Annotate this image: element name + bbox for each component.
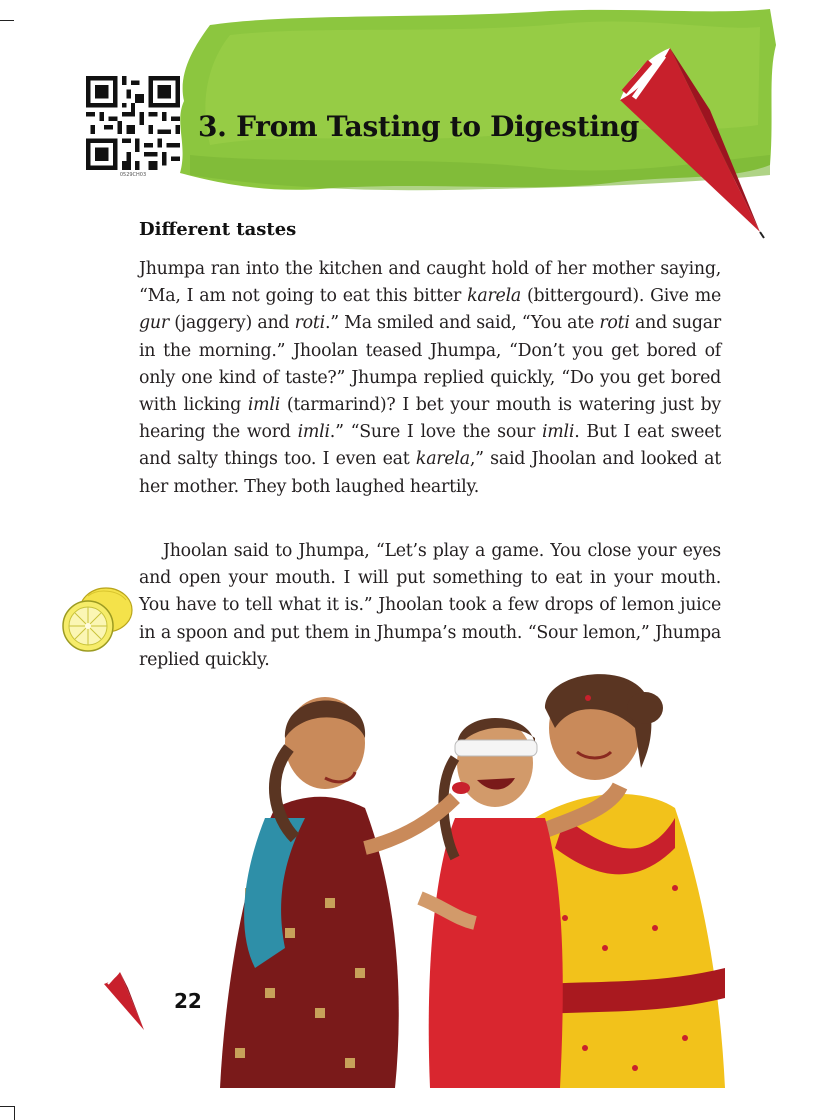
paragraph-1-text: and sugar in the morning.” Jhoolan teased Jhumpa, “Don’t you get bored of only one kind of taste?” Jhumpa replied quickly, “Do you get bored with licking (139, 313, 721, 416)
paragraph-1-text: (bittergourd). Give me (521, 286, 721, 307)
italic-term: imli (247, 395, 281, 416)
chapter-title: 3. From Tasting to Digesting (198, 110, 640, 143)
paragraph-1-text: Jhumpa ran into the kitchen and caught hold of her mother saying, “Ma, I am not going to eat this bitter (139, 259, 721, 307)
girls-tasting-illustration (205, 668, 735, 1088)
crop-mark-top (0, 20, 14, 21)
paragraph-1-text: .” Ma smiled and said, “You ate (324, 313, 600, 334)
italic-term: karela (467, 286, 522, 307)
italic-term: karela (415, 449, 470, 470)
italic-term: imli (542, 422, 575, 443)
small-cone-icon (102, 970, 146, 1032)
qr-code-label: 0529CH03 (119, 172, 147, 178)
page-number: 22 (174, 989, 202, 1013)
paragraph-1-text: ,” said Jhoolan and looked at her mother. They both laughed heartily. (139, 449, 721, 497)
italic-term: gur (139, 313, 169, 334)
italic-term: imli (297, 422, 330, 443)
section-heading: Different tastes (139, 219, 297, 240)
italic-term: roti (599, 313, 630, 334)
paragraph-1-text: (tarmarind)? I bet your mouth is watering just by hearing the word (139, 395, 721, 443)
paragraph-1-text: . But I eat sweet and salty things too. I even eat (139, 422, 722, 470)
paragraph-1-text: .” “Sure I love the sour (329, 422, 542, 443)
blindfolded-girl-figure (420, 718, 563, 1088)
crop-mark-bottom (0, 1106, 14, 1107)
paragraph-2: Jhoolan said to Jhumpa, “Let’s play a game. You close your eyes and open your mouth. I will put something to eat in your mouth. You have to tell what it is.” Jhoolan took a few drops of lemon juice in a spoon and put them in Jhumpa’s mouth. “Sour lemon,” Jhumpa replied quickly. (139, 541, 721, 670)
italic-term: roti (294, 313, 325, 334)
paragraph-1-text: (jaggery) and (168, 313, 295, 334)
qr-code[interactable] (86, 76, 180, 170)
paragraph-1 (139, 256, 721, 501)
lemon-illustration (58, 578, 140, 660)
crop-mark-bottom-v (14, 1106, 15, 1120)
